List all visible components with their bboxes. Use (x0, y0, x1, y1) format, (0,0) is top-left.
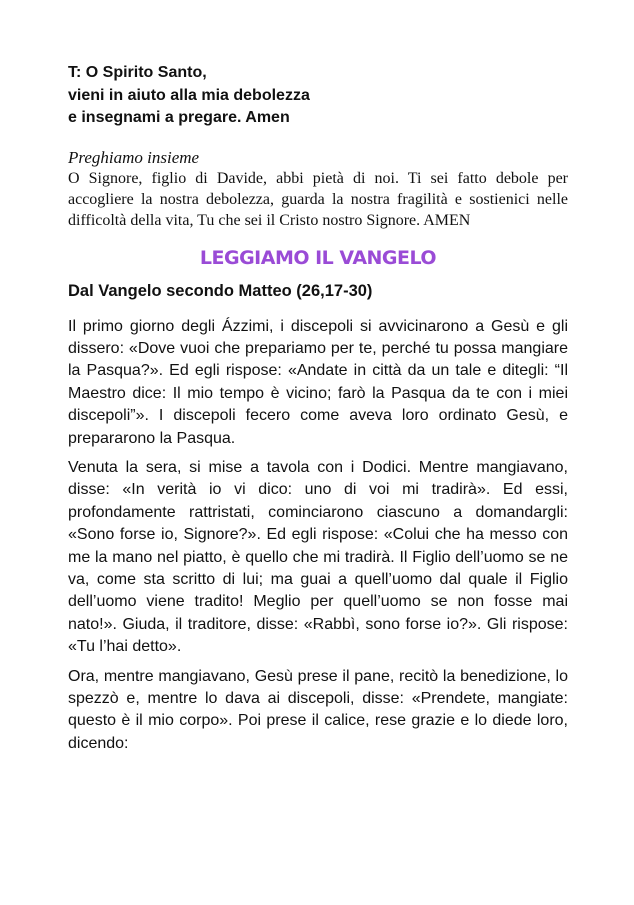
pray-together-text: O Signore, figlio di Davide, abbi pietà di noi. Ti sei fatto debole per accogliere la nostra debolezza, guarda la nostra fragilità e sostienici nelle difficoltà della vita, Tu che sei il Cristo nostro Signore. AMEN (68, 169, 568, 229)
reading-paragraph: Il primo giorno degli Ázzimi, i discepoli si avvicinarono a Gesù e gli dissero: «Dove vuoi che prepariamo per te, perché tu possa mangiare la Pasqua?». Ed egli rispose: «Andate in città da un tale e ditegli: “Il Maestro dice: Il mio tempo è vicino; farò la Pasqua da te con i miei discepoli”». I discepoli fecero come aveva loro ordinato Gesù, e prepararono la Pasqua. (68, 317, 568, 447)
prayer-line: T: O Spirito Santo, (68, 64, 207, 81)
reading-paragraph: Venuta la sera, si mise a tavola con i Dodici. Mentre mangiavano, disse: «In verità io vi dico: uno di voi mi tradirà». Ed essi, profondamente rattristati, cominciarono ciascuno a domandargli: «Sono forse io, Signore?». Ed egli rispose: «Colui che ha messo con me la mano nel piatto, è quello che mi tradirà. Il Figlio dell’uomo se ne va, come sta scritto di lui; ma guai a quell’uomo dal quale il Figlio dell’uomo viene tradito! Meglio per quell’uomo se non fosse mai nato!». Giuda, il traditore, disse: «Rabbì, sono forse io?». Gli rispose: «Tu l’hai detto». (68, 458, 568, 656)
section-title: LEGGIAMO IL VANGELO (199, 246, 437, 269)
reading-paragraph: Ora, mentre mangiavano, Gesù prese il pane, recitò la benedizione, lo spezzò e, mentre lo dava ai discepoli, disse: «Prendete, mangiate: questo è il mio corpo». Poi prese il calice, rese grazie e lo diede loro, dicendo: (68, 667, 568, 752)
gospel-reference: Dal Vangelo secondo Matteo (26,17-30) (68, 281, 373, 300)
pray-together-block (68, 147, 568, 231)
prayer-line: e insegnami a pregare. Amen (68, 109, 290, 126)
document-page (68, 62, 568, 762)
pray-together-heading: Preghiamo insieme (68, 147, 200, 167)
gospel-reading (68, 316, 568, 756)
prayer-line: vieni in aiuto alla mia debolezza (68, 86, 310, 104)
opening-prayer (68, 62, 568, 130)
